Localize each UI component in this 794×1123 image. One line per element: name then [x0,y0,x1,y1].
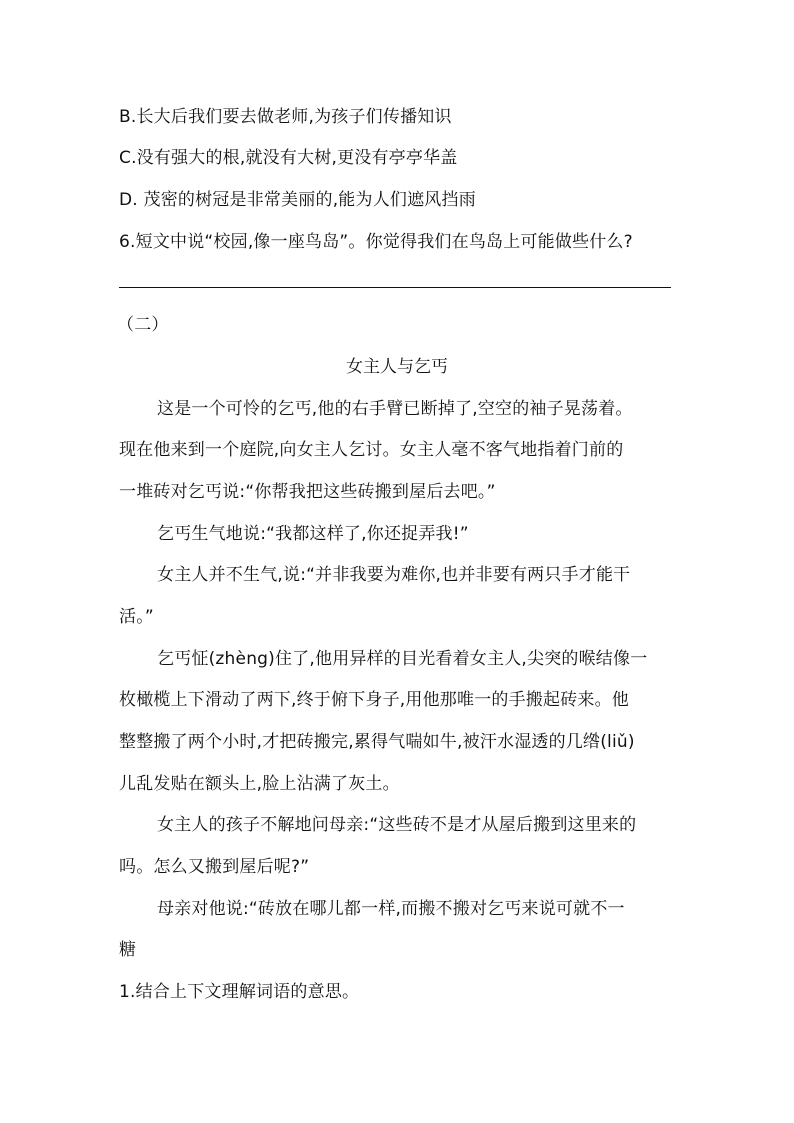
story-title: 女主人与乞丐 [346,357,448,377]
section-label: （二） [117,315,169,335]
paragraph-5-line-1: 女主人的孩子不解地问母亲:“这些砖不是才从屋后搬到这里来的 [157,815,637,835]
paragraph-2: 乞丐生气地说:“我都这样了,你还捉弄我!” [157,524,469,544]
paragraph-4-line-3: 整整搬了两个小时,才把砖搬完,累得气喘如牛,被汗水湿透的几绺(liǔ) [119,732,635,752]
option-b: B.长大后我们要去做老师,为孩子们传播知识 [119,107,452,127]
paragraph-6-line-1: 母亲对他说:“砖放在哪儿都一样,而搬不搬对乞丐来说可就不一 [157,899,625,919]
question-1: 1.结合上下文理解词语的意思。 [119,982,360,1002]
paragraph-3-line-1: 女主人并不生气,说:“并非我要为难你,也并非要有两只手才能干 [157,565,631,585]
paragraph-1-line-1: 这是一个可怜的乞丐,他的右手臂已断掉了,空空的袖子晃荡着。 [157,399,633,419]
paragraph-4-line-4: 儿乱发贴在额头上,脸上沾满了灰土。 [119,774,400,794]
paragraph-6-line-2: 糖 [119,940,137,960]
question-6: 6.短文中说“校园,像一座鸟岛”。你觉得我们在鸟岛上可能做些什么? [119,232,633,252]
paragraph-5-line-2: 吗。怎么又搬到屋后呢?” [119,857,310,877]
paragraph-3-line-2: 活。” [119,607,154,627]
option-d: D. 茂密的树冠是非常美丽的,能为人们遮风挡雨 [119,190,476,210]
paragraph-4-line-2: 枚橄榄上下滑动了两下,终于俯下身子,用他那唯一的手搬起砖来。他 [119,690,630,710]
paragraph-1-line-3: 一堆砖对乞丐说:“你帮我把这些砖搬到屋后去吧。” [119,482,496,502]
paragraph-4-line-1: 乞丐怔(zhèng)住了,他用异样的目光看着女主人,尖突的喉结像一 [157,649,648,669]
answer-blank-line [119,287,671,288]
paragraph-1-line-2: 现在他来到一个庭院,向女主人乞讨。女主人毫不客气地指着门前的 [119,440,624,460]
option-c: C.没有强大的根,就没有大树,更没有亭亭华盖 [119,148,458,168]
